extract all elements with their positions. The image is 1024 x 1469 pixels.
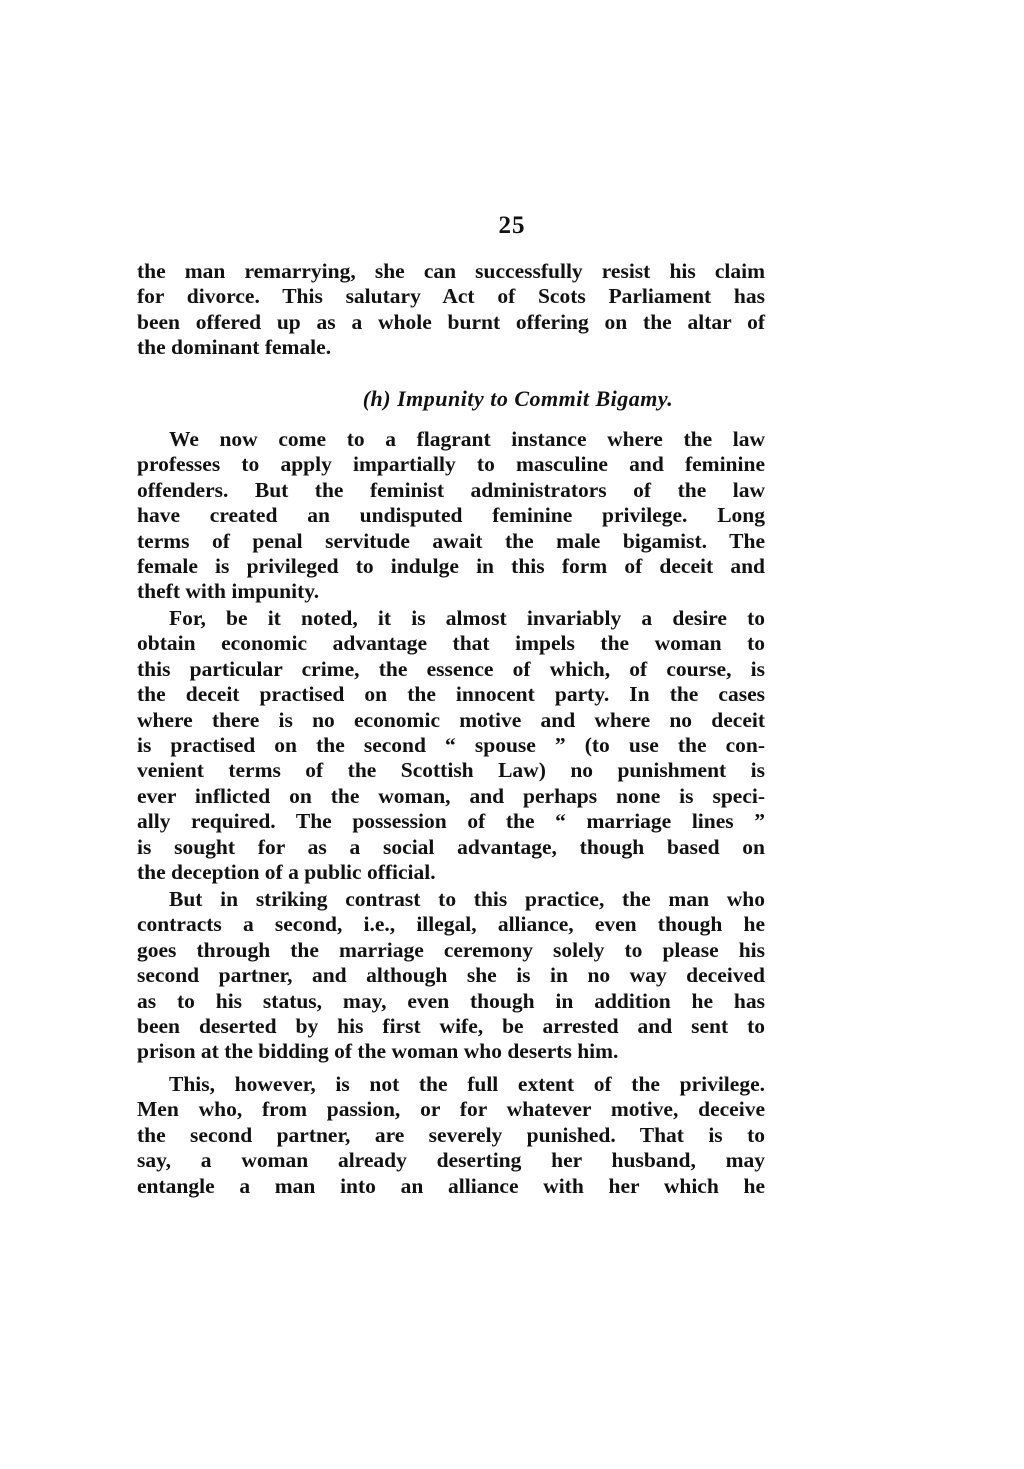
- text-line: venient terms of the Scottish Law) no punishment is: [137, 758, 765, 783]
- page-number: 25: [498, 212, 526, 239]
- text-line: the deception of a public official.: [137, 860, 436, 885]
- text-line: have created an undisputed feminine privilege. Long: [137, 503, 765, 528]
- text-line: say, a woman already deserting her husband, may: [137, 1148, 765, 1173]
- text-line: second partner, and although she is in no way deceived: [137, 963, 765, 988]
- text-line: prison at the bidding of the woman who deserts him.: [137, 1039, 619, 1064]
- text-line: been deserted by his first wife, be arrested and sent to: [137, 1014, 765, 1039]
- text-line: is practised on the second “ spouse ” (to use the con-: [137, 733, 765, 758]
- text-line: for divorce. This salutary Act of Scots Parliament has: [137, 284, 765, 309]
- text-line: contracts a second, i.e., illegal, alliance, even though he: [137, 912, 765, 937]
- paragraph: [137, 606, 765, 885]
- text-line: the dominant female.: [137, 335, 332, 360]
- text-line: is sought for as a social advantage, though based on: [137, 834, 765, 859]
- text-line: the deceit practised on the innocent party. In the cases: [137, 682, 765, 707]
- paragraph: [137, 1072, 765, 1199]
- paragraph: [137, 427, 765, 605]
- text-line: offenders. But the feminist administrators of the law: [137, 477, 765, 502]
- text-line: theft with impunity.: [137, 579, 320, 604]
- section-heading: (h) Impunity to Commit Bigamy.: [362, 386, 674, 411]
- text-line: This, however, is not the full extent of the privilege.: [169, 1072, 765, 1096]
- text-line: professes to apply impartially to masculine and feminine: [137, 452, 765, 477]
- paragraph: [137, 887, 765, 1065]
- text-line: female is privileged to indulge in this form of deceit and: [137, 554, 765, 579]
- text-line: as to his status, may, even though in addition he has: [137, 988, 765, 1013]
- text-line: We now come to a flagrant instance where the law: [169, 427, 765, 451]
- text-line: the man remarrying, she can successfully resist his claim: [137, 259, 765, 283]
- text-line: But in striking contrast to this practice, the man who: [169, 887, 765, 911]
- text-line: been offered up as a whole burnt offering on the altar of: [137, 309, 765, 334]
- paragraph-continuation: [137, 259, 765, 361]
- text-line: entangle a man into an alliance with her which he: [137, 1173, 765, 1198]
- text-line: terms of penal servitude await the male bigamist. The: [137, 528, 765, 553]
- text-line: obtain economic advantage that impels the woman to: [137, 631, 765, 656]
- text-line: this particular crime, the essence of which, of course, is: [137, 656, 765, 681]
- text-line: goes through the marriage ceremony solely to please his: [137, 937, 765, 962]
- text-line: ally required. The possession of the “ marriage lines ”: [137, 809, 765, 834]
- text-line: ever inflicted on the woman, and perhaps none is speci-: [137, 783, 765, 808]
- text-line: the second partner, are severely punished. That is to: [137, 1122, 765, 1147]
- text-line: Men who, from passion, or for whatever motive, deceive: [137, 1097, 765, 1122]
- text-line: where there is no economic motive and where no deceit: [137, 707, 765, 732]
- text-line: For, be it noted, it is almost invariably a desire to: [169, 606, 765, 630]
